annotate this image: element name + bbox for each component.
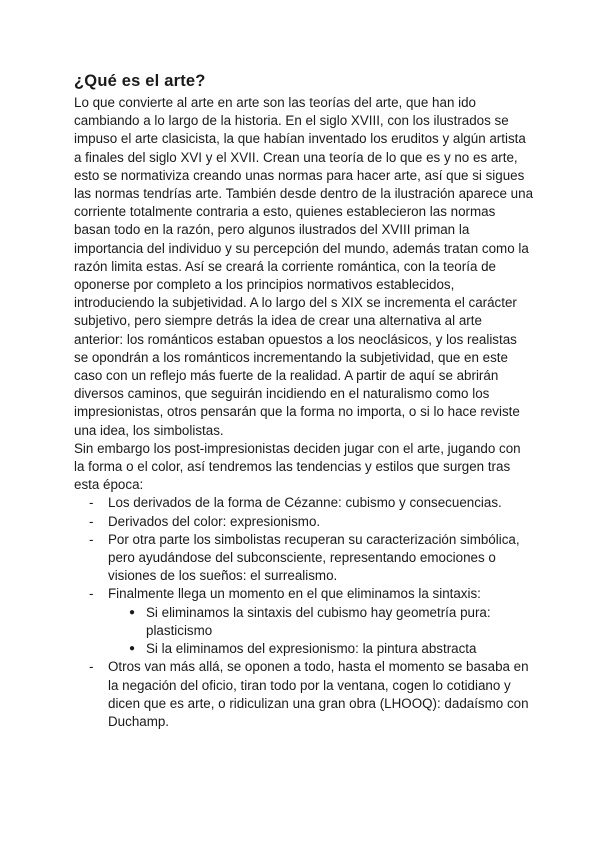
document-title: ¿Qué es el arte? — [74, 72, 206, 90]
list-item-text: Derivados del color: expresionismo. — [108, 513, 321, 529]
bullet-marker: ● — [129, 643, 136, 655]
list-item — [74, 585, 534, 658]
dash-marker: - — [89, 531, 94, 547]
syntax-sublist — [108, 604, 534, 659]
list-item — [74, 513, 534, 531]
sublist-item — [108, 604, 534, 640]
sublist-item — [108, 640, 534, 658]
sublist-item-text: Si eliminamos la sintaxis del cubismo hay geometría pura: plasticismo — [146, 604, 491, 638]
document-page — [74, 70, 534, 731]
list-item-text: Finalmente llega un momento en el que eliminamos la sintaxis: — [108, 586, 481, 602]
list-item — [74, 658, 534, 731]
list-item — [74, 531, 534, 586]
transition-paragraph: Sin embargo los post-impresionistas deciden jugar con el arte, jugando con la forma o el color, así tendremos las tendencias y estilos que surgen tras esta época: — [74, 440, 521, 493]
sublist-item-text: Si la eliminamos del expresionismo: la pintura abstracta — [146, 641, 477, 657]
list-item — [74, 494, 534, 512]
dash-marker: - — [89, 495, 94, 511]
dash-marker: - — [89, 586, 94, 602]
list-item-text: Por otra parte los simbolistas recuperan su caracterización simbólica, pero ayudándose del subconsciente, representando emociones o visiones de los sueños: el surrealismo. — [108, 531, 520, 584]
list-item-text: Los derivados de la forma de Cézanne: cubismo y consecuencias. — [108, 495, 502, 511]
trends-list — [74, 494, 534, 731]
dash-marker: - — [89, 659, 94, 675]
intro-paragraph: Lo que convierte al arte en arte son las teorías del arte, que han ido cambiando a lo largo de la historia. En el siglo XVIII, con los ilustrados se impuso el arte clasicista, la que habían inventado los eruditos y algún artista a finales del siglo XVI y el XVII. Crean una teoría de lo que es y no es arte, esto se normativiza creando unas normas para hacer arte, así que si sigues las normas tendrías arte. También desde dentro de la ilustración aparece una corriente totalmente contraria a esto, quienes establecieron las normas basan todo en la razón, pero algunos ilustrados del XVIII priman la importancia del individuo y su percepción del mundo, además tratan como la razón limita estas. Así se creará la corriente romántica, con la teoría de oponerse por completo a los principios normativos establecidos, introduciendo la subjetividad. A lo largo del s XIX se incrementa el carácter subjetivo, pero siempre detrás la idea de crear una alternativa al arte anterior: los románticos estaban opuestos a los neoclásicos, y los realistas se opondrán a los románticos incrementando la subjetividad, que en este caso con un reflejo más fuerte de la realidad. A partir de aquí se abrirán diversos caminos, que seguirán incidiendo en el naturalismo como los impresionistas, otros pensarán que la forma no importa, o si lo hace reviste una idea, los simbolistas. — [74, 95, 534, 438]
bullet-marker: ● — [129, 606, 136, 618]
list-item-text: Otros van más allá, se oponen a todo, hasta el momento se basaba en la negación del oficio, tiran todo por la ventana, cogen lo cotidiano y dicen que es arte, o ridiculizan una gran obra (LHOOQ): dadaísmo con Duchamp. — [108, 659, 529, 729]
dash-marker: - — [89, 513, 94, 529]
